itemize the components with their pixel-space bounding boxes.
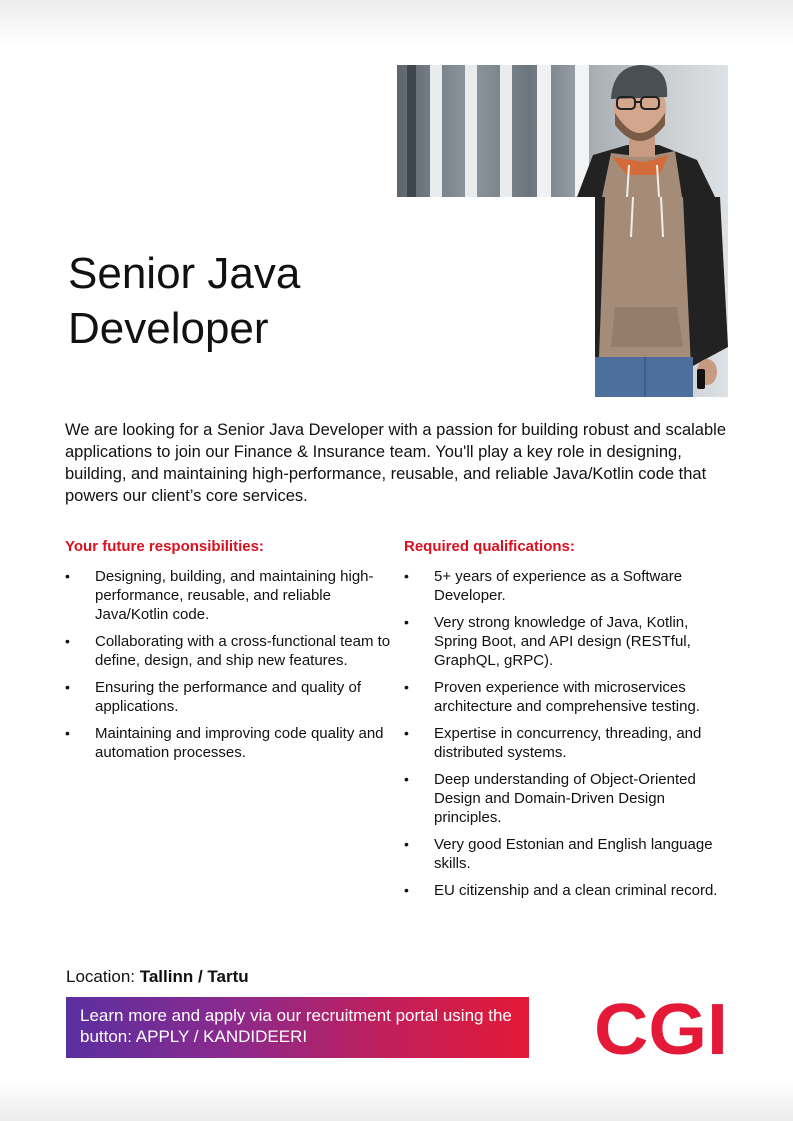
list-item (404, 567, 729, 605)
list-item-text: Ensuring the performance and quality of applications. (95, 679, 361, 715)
job-title-line2: Developer (68, 304, 269, 353)
list-item (404, 770, 729, 827)
list-item (65, 632, 395, 670)
bullet-icon: • (404, 568, 409, 584)
list-item-text: 5+ years of experience as a Software Developer. (434, 568, 683, 604)
list-item-text: Very strong knowledge of Java, Kotlin, Spring Boot, and API design (RESTful, GraphQL, gRPC). (434, 614, 691, 669)
bullet-icon: • (65, 568, 70, 584)
bullet-icon: • (65, 725, 70, 741)
hero-photo-top (397, 65, 728, 197)
responsibilities-section (65, 538, 395, 770)
list-item (404, 678, 729, 716)
list-item-text: EU citizenship and a clean criminal record. (434, 882, 718, 899)
bullet-icon: • (404, 882, 409, 898)
person-lower-illustration (595, 197, 728, 397)
responsibilities-list (65, 567, 395, 762)
bullet-icon: • (65, 633, 70, 649)
list-item (65, 724, 395, 762)
list-item (65, 678, 395, 716)
qualifications-heading: Required qualifications: (404, 538, 575, 555)
bullet-icon: • (404, 679, 409, 695)
list-item (404, 724, 729, 762)
list-item-text: Very good Estonian and English language skills. (434, 836, 713, 872)
bullet-icon: • (404, 771, 409, 787)
cgi-logo (594, 995, 730, 1059)
list-item (404, 881, 729, 900)
apply-banner[interactable]: Learn more and apply via our recruitment portal using the button: APPLY / KANDIDEERI (66, 997, 529, 1058)
qualifications-section (404, 538, 729, 908)
list-item (404, 613, 729, 670)
list-item-text: Designing, building, and maintaining high-performance, reusable, and reliable Java/Kotlin code. (95, 568, 374, 623)
hero-photo-bottom (595, 197, 728, 397)
bullet-icon: • (404, 725, 409, 741)
job-title-line1: Senior Java (68, 249, 301, 298)
bullet-icon: • (65, 679, 70, 695)
bullet-icon: • (404, 836, 409, 852)
list-item (404, 835, 729, 873)
list-item-text: Proven experience with microservices architecture and comprehensive testing. (434, 679, 700, 715)
location-label: Location: (66, 967, 135, 986)
intro-paragraph: We are looking for a Senior Java Developer with a passion for building robust and scalable applications to join our Finance & Insurance team. You'll play a key role in designing, building, and maintaining high-performance, reusable, and reliable Java/Kotlin code that powers our client’s core services. (65, 421, 726, 505)
bullet-icon: • (404, 614, 409, 630)
list-item-text: Collaborating with a cross-functional team to define, design, and ship new features. (95, 633, 391, 669)
location (66, 967, 249, 987)
location-value: Tallinn / Tartu (139, 967, 249, 986)
list-item-text: Expertise in concurrency, threading, and distributed systems. (434, 725, 702, 761)
cgi-logo-text: CGI (594, 995, 728, 1059)
list-item-text: Deep understanding of Object-Oriented Design and Domain-Driven Design principles. (434, 771, 696, 826)
job-title (68, 246, 368, 356)
person-upper-illustration (397, 65, 728, 197)
qualifications-list (404, 567, 729, 900)
responsibilities-heading: Your future responsibilities: (65, 538, 264, 555)
list-item (65, 567, 395, 624)
list-item-text: Maintaining and improving code quality and automation processes. (95, 725, 384, 761)
